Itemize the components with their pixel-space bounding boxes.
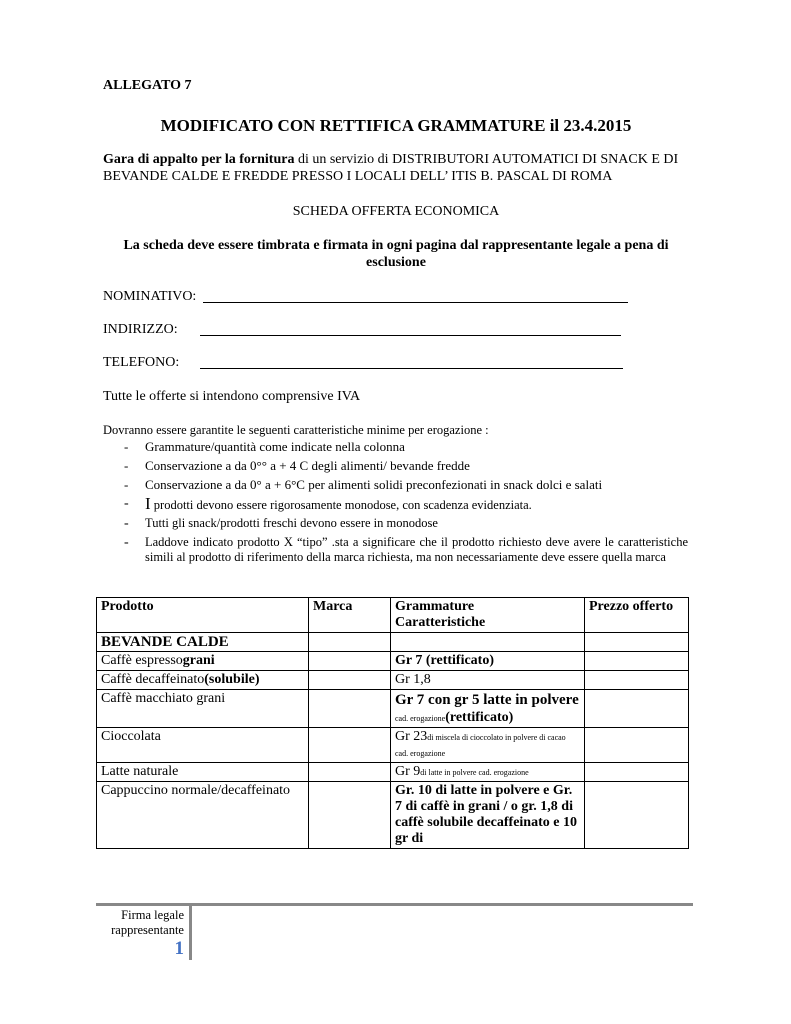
section-bevande-calde: BEVANDE CALDE	[97, 633, 309, 652]
price-cell[interactable]	[585, 652, 689, 671]
grammature-cell: Gr 7 (rettificato)	[391, 652, 585, 671]
grammature-cell: Gr 23di miscela di cioccolato in polvere di cacao cad. erogazione	[391, 728, 585, 763]
header-marca: Marca	[309, 598, 391, 633]
stamp-sign-notice: La scheda deve essere timbrata e firmata in ogni pagina dal rappresentante legale a pena di esclusione	[123, 238, 669, 270]
table-cell[interactable]	[309, 633, 391, 652]
grammature-cell: Gr. 10 di latte in polvere e Gr. 7 di caffè in grani / o gr. 1,8 di caffè solubile decaffeinato e 10 gr di	[391, 782, 585, 849]
footer-divider	[96, 903, 693, 906]
telefono-field[interactable]	[200, 368, 623, 369]
marca-cell[interactable]	[309, 652, 391, 671]
requirement-item: - Tutti gli snack/prodotti freschi devono essere in monodose	[124, 516, 438, 531]
product-cell: Caffè espressograni	[97, 652, 309, 671]
product-cell: Caffè macchiato grani	[97, 690, 309, 728]
grammature-cell: Gr 9di latte in polvere cad. erogazione	[391, 763, 585, 782]
table-row	[97, 728, 689, 763]
product-cell: Cioccolata	[97, 728, 309, 763]
price-cell[interactable]	[585, 671, 689, 690]
nominativo-field[interactable]	[203, 302, 628, 303]
signature-label: Firma legale rappresentante	[111, 908, 184, 937]
header-prodotto: Prodotto	[97, 598, 309, 633]
tender-text: di un servizio di DISTRIBUTORI AUTOMATICI DI SNACK E DI BEVANDE CALDE E FREDDE PRESSO I LOCALI DELL’ ITIS B. PASCAL DI ROMA	[103, 152, 679, 184]
requirement-item: - Grammature/quantità come indicate nella colonna	[124, 439, 405, 454]
footer-vertical-divider	[189, 905, 192, 960]
marca-cell[interactable]	[309, 763, 391, 782]
page-number: 1	[174, 938, 184, 959]
table-cell[interactable]	[391, 633, 585, 652]
table-row	[97, 782, 689, 849]
requirement-item: - Conservazione a da 0° a + 6°C per alimenti solidi preconfezionati in snack dolci e salati	[124, 477, 603, 492]
product-cell: Cappuccino normale/decaffeinato	[97, 782, 309, 849]
price-cell[interactable]	[585, 763, 689, 782]
attachment-label: ALLEGATO 7	[103, 78, 192, 93]
header-prezzo: Prezzo offerto	[585, 598, 689, 633]
price-cell[interactable]	[585, 728, 689, 763]
offer-table	[96, 597, 689, 849]
requirement-item: - I prodotti devono essere rigorosamente monodose, con scadenza evidenziata.	[124, 494, 532, 513]
tender-description	[103, 151, 693, 185]
product-cell: Latte naturale	[97, 763, 309, 782]
header-grammature: Grammature Caratteristiche	[391, 598, 585, 633]
marca-cell[interactable]	[309, 671, 391, 690]
requirements-intro: Dovranno essere garantite le seguenti caratteristiche minime per erogazione :	[103, 423, 489, 437]
form-title: SCHEDA OFFERTA ECONOMICA	[292, 204, 500, 219]
price-cell[interactable]	[585, 782, 689, 849]
requirement-item: - Laddove indicato prodotto X “tipo” .sta a significare che il prodotto richiesto deve avere le caratteristiche simili al prodotto di riferimento della marca richiesta, ma non necessariamente deve essere quella marca	[124, 535, 688, 564]
iva-note: Tutte le offerte si intendono comprensive IVA	[103, 389, 361, 404]
grammature-cell: Gr 7 con gr 5 latte in polvere cad. erogazione(rettificato)	[391, 690, 585, 728]
tender-bold: Gara di appalto per la fornitura	[103, 152, 295, 167]
telefono-label: TELEFONO:	[103, 355, 180, 370]
table-cell[interactable]	[585, 633, 689, 652]
price-cell[interactable]	[585, 690, 689, 728]
table-row	[97, 671, 689, 690]
marca-cell[interactable]	[309, 782, 391, 849]
table-row	[97, 652, 689, 671]
marca-cell[interactable]	[309, 728, 391, 763]
indirizzo-field[interactable]	[200, 335, 621, 336]
table-row	[97, 690, 689, 728]
requirement-item: - Conservazione a da 0°° a + 4 C degli alimenti/ bevande fredde	[124, 458, 470, 473]
requirements-list	[103, 439, 688, 565]
grammature-cell: Gr 1,8	[391, 671, 585, 690]
table-header-row	[97, 598, 689, 633]
indirizzo-label: INDIRIZZO:	[103, 322, 178, 337]
table-section-row	[97, 633, 689, 652]
modified-title: MODIFICATO CON RETTIFICA GRAMMATURE il 23.4.2015	[160, 116, 632, 135]
nominativo-label: NOMINATIVO:	[103, 289, 197, 304]
marca-cell[interactable]	[309, 690, 391, 728]
product-cell: Caffè decaffeinato(solubile)	[97, 671, 309, 690]
table-row	[97, 763, 689, 782]
